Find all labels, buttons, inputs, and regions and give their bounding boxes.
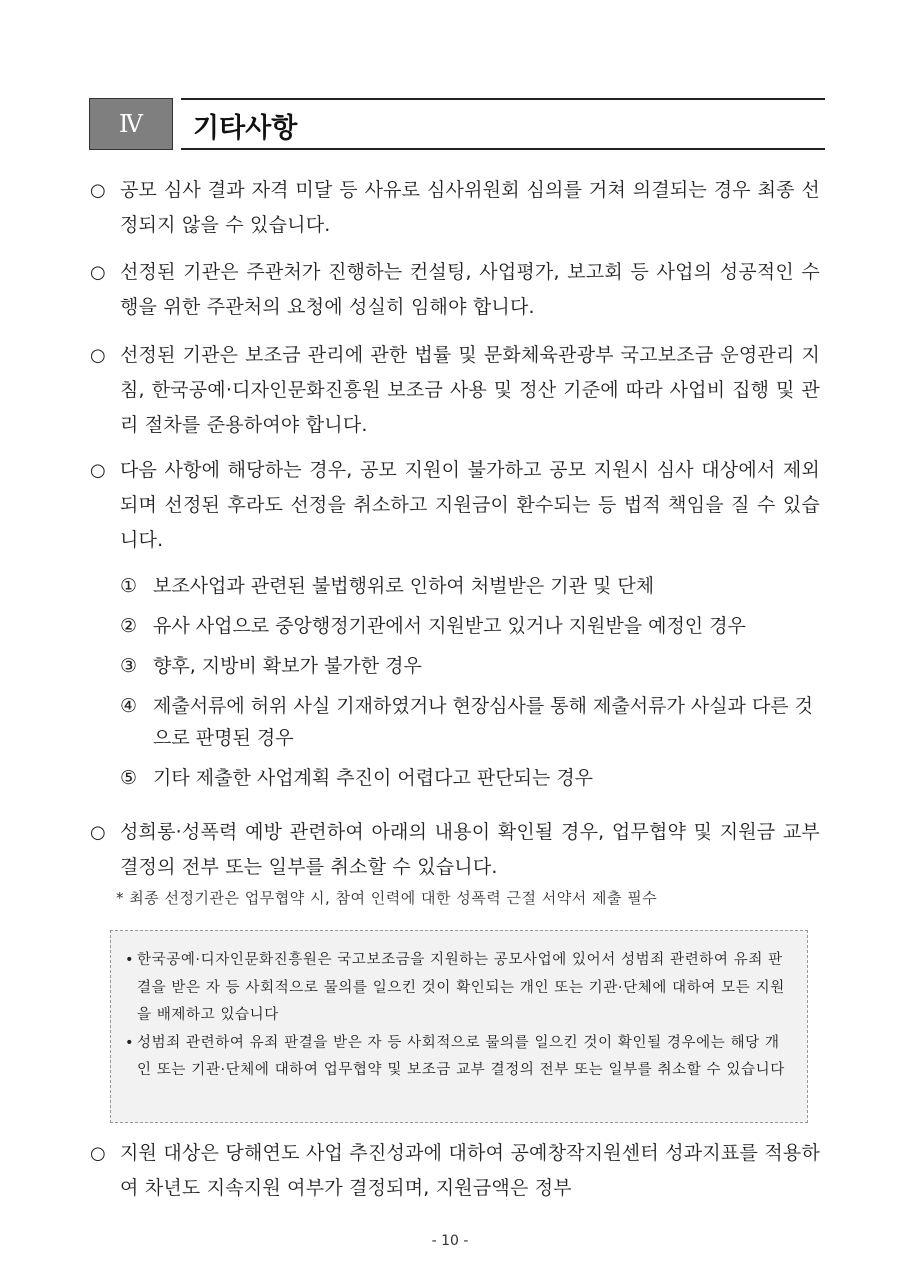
box-bullet [125,947,793,1030]
circle-bullet-icon: ○ [90,1143,106,1164]
item-text: 기타 제출한 사업계획 추진이 어렵다고 판단되는 경우 [153,767,594,789]
item-text: 보조사업과 관련된 불법행위로 인하여 처벌받은 기관 및 단체 [153,575,655,597]
paragraph [90,815,820,885]
circle-bullet-icon: ○ [90,822,106,843]
item-number: ② [120,615,138,637]
footnote: * 최종 선정기관은 업무협약 시, 참여 인력에 대한 성폭력 근절 서약서 제출 필수 [116,889,658,907]
paragraph-text: 지원 대상은 당해연도 사업 추진성과에 대하여 공예창작지원센터 성과지표를 적용하여 차년도 지속지원 여부가 결정되며, 지원금액은 정부 [120,1142,820,1199]
item-number: ① [120,575,138,597]
circle-bullet-icon: ○ [90,460,106,481]
paragraph [90,173,820,243]
item-number: ④ [120,695,138,717]
list-item [120,650,820,682]
box-bullet-text: 한국공예·디자인문화진흥원은 국고보조금을 지원하는 공모사업에 있어서 성범죄 관련하여 유죄 판결을 받은 자 등 사회적으로 물의를 일으킨 것이 확인되는 개인 또는 기관·단체에 대하여 모든 지원을 배제하고 있습니다 [137,952,785,1023]
section-title: 기타사항 [193,113,298,144]
paragraph [90,1136,820,1206]
item-text: 유사 사업으로 중앙행정기관에서 지원받고 있거나 지원받을 예정인 경우 [153,615,746,637]
paragraph [90,255,820,325]
list-item [120,762,820,794]
box-bullet [125,1030,793,1085]
paragraph-text: 선정된 기관은 보조금 관리에 관한 법률 및 문화체육관광부 국고보조금 운영관리 지침, 한국공예·디자인문화진흥원 보조금 사용 및 정산 기준에 따라 사업비 집행 및 관리 절차를 준용하여야 합니다. [120,344,820,436]
circle-bullet-icon: ○ [90,262,106,283]
section-header [89,98,825,150]
section-title-box [181,98,825,150]
item-text: 향후, 지방비 확보가 불가한 경우 [153,655,422,677]
paragraph-text: 선정된 기관은 주관처가 진행하는 컨설팅, 사업평가, 보고회 등 사업의 성공적인 수행을 위한 주관처의 요청에 성실히 임해야 합니다. [120,261,820,318]
list-item [120,610,820,642]
paragraph [90,338,820,443]
section-number: Ⅳ [89,98,173,150]
dot-bullet-icon: • [125,1034,135,1051]
list-item [120,690,820,754]
circle-bullet-icon: ○ [90,345,106,366]
box-bullet-text: 성범죄 관련하여 유죄 판결을 받은 자 등 사회적으로 물의를 일으킨 것이 확인될 경우에는 해당 개인 또는 기관·단체에 대하여 업무협약 및 보조금 교부 결정의 전부 또는 일부를 취소할 수 있습니다 [137,1034,785,1078]
paragraph [90,453,820,558]
dot-bullet-icon: • [125,952,135,968]
paragraph-text: 공모 심사 결과 자격 미달 등 사유로 심사위원회 심의를 거쳐 의결되는 경우 최종 선정되지 않을 수 있습니다. [120,179,820,236]
item-number: ③ [120,655,138,677]
page-number: - 10 - [431,1233,469,1249]
list-item [120,570,820,602]
circle-bullet-icon: ○ [90,180,106,201]
paragraph-text: 성희롱·성폭력 예방 관련하여 아래의 내용이 확인될 경우, 업무협약 및 지원금 교부 결정의 전부 또는 일부를 취소할 수 있습니다. [120,821,820,878]
notice-box [110,930,808,1123]
item-number: ⑤ [120,767,138,789]
paragraph-text: 다음 사항에 해당하는 경우, 공모 지원이 불가하고 공모 지원시 심사 대상에서 제외되며 선정된 후라도 선정을 취소하고 지원금이 환수되는 등 법적 책임을 질 수 있습니다. [120,459,820,551]
item-text: 제출서류에 허위 사실 기재하였거나 현장심사를 통해 제출서류가 사실과 다른 것으로 판명된 경우 [153,695,814,749]
